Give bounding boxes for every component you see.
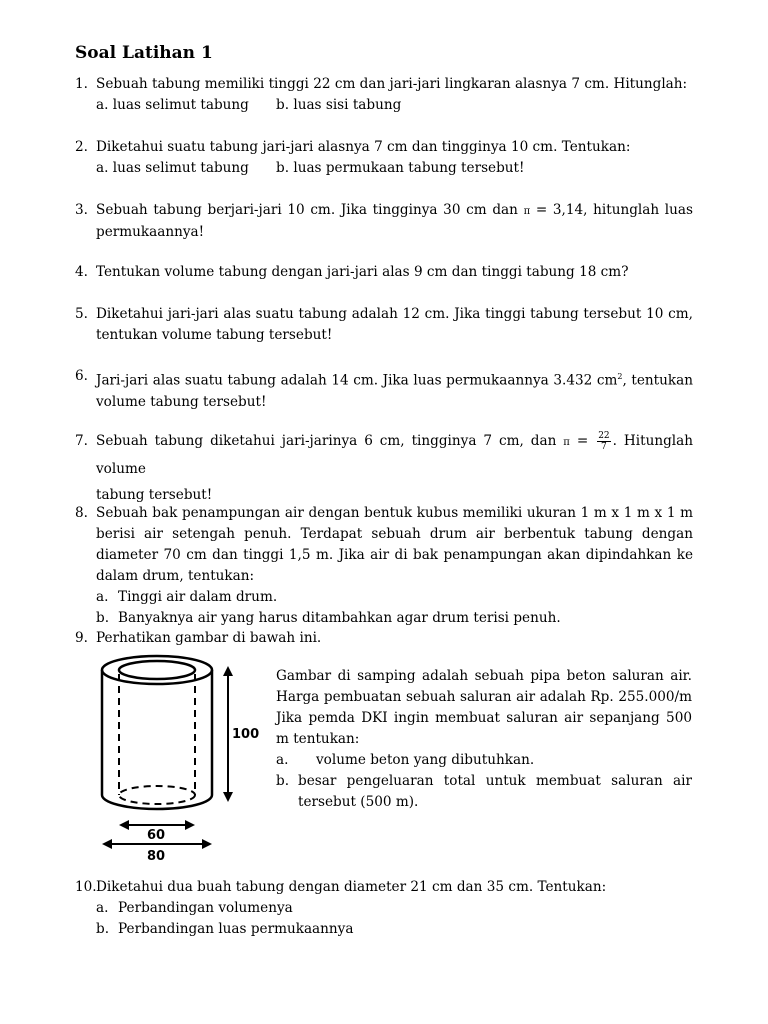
- arrow-head-left: [119, 820, 129, 830]
- question-6: [75, 366, 693, 413]
- question-5: [75, 304, 693, 346]
- question-7: [75, 428, 693, 508]
- arrow-head-down: [223, 792, 233, 802]
- question-text: Sebuah tabung memiliki tinggi 22 cm dan jari-jari lingkaran alasnya 7 cm. Hitunglah:: [96, 76, 688, 92]
- inner-top-ellipse: [119, 661, 195, 679]
- option-a-letter: a.: [276, 752, 289, 768]
- pi-symbol: π: [563, 437, 570, 448]
- question-number: 7.: [75, 433, 88, 449]
- option-a: Perbandingan volumenya: [118, 900, 293, 916]
- outer-bottom-arc: [102, 795, 212, 809]
- description-text: Gambar di samping adalah sebuah pipa beton saluran air. Harga pembuatan sebuah saluran air adalah Rp. 255.000/m Jika pemda DKI ingin membuat saluran air sepanjang 500 m tentukan:: [276, 668, 692, 747]
- arrow-head-left: [102, 839, 112, 849]
- question-text: Diketahui suatu tabung jari-jari alasnya 7 cm dan tingginya 10 cm. Tentukan:: [96, 139, 631, 155]
- question-number: 3.: [75, 202, 88, 218]
- option-a: volume beton yang dibutuhkan.: [316, 752, 535, 768]
- question-1: [75, 74, 693, 116]
- question-2: [75, 137, 693, 179]
- arrow-head-right: [185, 820, 195, 830]
- fraction-22-7: $\frac{22}{7}$: [598, 431, 610, 452]
- question-9-description: [276, 666, 692, 813]
- question-text: Sebuah bak penampungan air dengan bentuk kubus memiliki ukuran 1 m x 1 m x 1 m berisi air setengah penuh. Terdapat sebuah drum air berbentuk tabung dengan diameter 70 cm dan tinggi 1,5 m. Jika air di bak penampungan akan dipindahkan ke dalam drum, tentukan:: [96, 505, 693, 584]
- question-number: 4.: [75, 264, 88, 280]
- question-text-cont: tabung tersebut!: [96, 487, 213, 503]
- question-9: [75, 628, 693, 649]
- pipe-diagram: [95, 650, 270, 865]
- option-b-letter: b.: [96, 610, 110, 626]
- label-outer-diameter: 80: [147, 849, 166, 864]
- option-b: besar pengeluaran total untuk membuat saluran air tersebut (500 m).: [298, 773, 692, 810]
- question-3: [75, 200, 693, 243]
- question-text: Sebuah tabung diketahui jari-jarinya 6 cm, tingginya 7 cm, dan π = $\frac{22}{7}$ . Hitunglah volume: [96, 431, 694, 477]
- question-10: [75, 877, 693, 940]
- arrow-head-up: [223, 666, 233, 676]
- option-b: Banyaknya air yang harus ditambahkan agar drum terisi penuh.: [118, 610, 561, 626]
- question-number: 8.: [75, 505, 88, 521]
- question-text: Sebuah tabung berjari-jari 10 cm. Jika tingginya 30 cm dan π = 3,14, hitunglah luas permukaannya!: [96, 202, 693, 240]
- option-b-letter: b.: [276, 773, 290, 789]
- option-b: Perbandingan luas permukaannya: [118, 921, 354, 937]
- option-a: Tinggi air dalam drum.: [118, 589, 278, 605]
- question-number: 1.: [75, 76, 88, 92]
- option-a-letter: a.: [96, 589, 109, 605]
- option-a-letter: a.: [96, 900, 109, 916]
- arrow-head-right: [202, 839, 212, 849]
- label-inner-diameter: 60: [147, 828, 166, 843]
- option-a: a. luas selimut tabung: [96, 160, 249, 176]
- option-b: b. luas permukaan tabung tersebut!: [276, 160, 525, 176]
- pi-symbol: π: [523, 206, 531, 217]
- question-number: 5.: [75, 306, 88, 322]
- question-4: [75, 262, 693, 283]
- option-a: a. luas selimut tabung: [96, 97, 249, 113]
- question-text: Perhatikan gambar di bawah ini.: [96, 630, 322, 646]
- question-8: [75, 503, 693, 629]
- question-text: Diketahui jari-jari alas suatu tabung adalah 12 cm. Jika tinggi tabung tersebut 10 cm, tentukan volume tabung tersebut!: [96, 306, 693, 343]
- question-text: Diketahui dua buah tabung dengan diameter 21 cm dan 35 cm. Tentukan:: [96, 879, 607, 895]
- question-number: 6.: [75, 368, 88, 384]
- question-number: 10.: [75, 879, 97, 895]
- page-title: Soal Latihan 1: [75, 43, 213, 63]
- label-height: 100: [232, 727, 260, 742]
- option-b: b. luas sisi tabung: [276, 97, 402, 113]
- inner-bottom-dashed: [119, 786, 195, 804]
- question-number: 9.: [75, 630, 88, 646]
- option-b-letter: b.: [96, 921, 110, 937]
- question-text: Jari-jari alas suatu tabung adalah 14 cm. Jika luas permukaannya 3.432 $cm^2$, tentukan volume tabung tersebut!: [96, 372, 693, 410]
- question-number: 2.: [75, 139, 88, 155]
- superscript: 2: [617, 372, 623, 381]
- question-text: Tentukan volume tabung dengan jari-jari alas 9 cm dan tinggi tabung 18 cm?: [96, 264, 629, 280]
